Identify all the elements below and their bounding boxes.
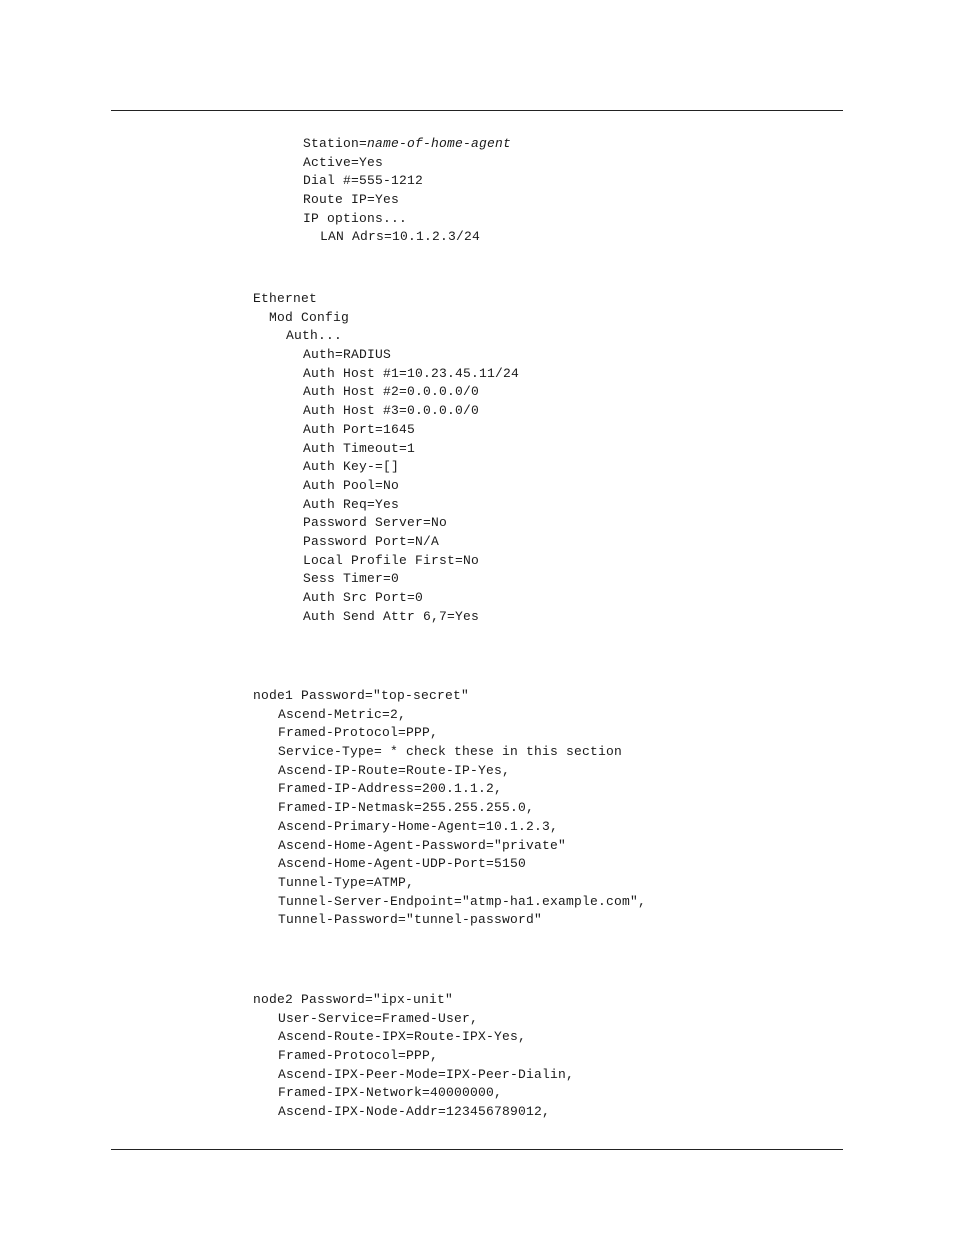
code-line xyxy=(253,687,646,706)
code-line xyxy=(253,228,511,247)
code-text: Route IP=Yes xyxy=(303,192,400,208)
code-line xyxy=(253,1028,574,1047)
code-text: LAN Adrs=10.1.2.3/24 xyxy=(320,229,481,245)
code-text: Mod Config xyxy=(269,309,350,325)
code-line xyxy=(253,991,574,1010)
code-line xyxy=(253,290,519,309)
code-line xyxy=(253,911,646,930)
code-text: Ascend-IPX-Peer-Mode=IPX-Peer-Dialin, xyxy=(278,1066,575,1082)
code-line xyxy=(253,1047,574,1066)
code-line xyxy=(253,346,519,365)
code-text: Local Profile First=No xyxy=(303,552,480,568)
ethernet-auth-config-block xyxy=(253,290,519,626)
code-text: Ascend-IPX-Node-Addr=123456789012, xyxy=(278,1104,551,1120)
code-text: Tunnel-Type=ATMP, xyxy=(278,874,415,890)
code-line xyxy=(253,1010,574,1029)
code-text: Ascend-Home-Agent-UDP-Port=5150 xyxy=(278,856,527,872)
code-line xyxy=(253,421,519,440)
code-line xyxy=(253,514,519,533)
code-text: Station= xyxy=(303,136,368,151)
code-line xyxy=(253,570,519,589)
code-line xyxy=(253,855,646,874)
code-line xyxy=(253,533,519,552)
code-text: Framed-IP-Address=200.1.1.2, xyxy=(278,781,503,797)
code-placeholder: name-of-home-agent xyxy=(367,136,512,151)
code-line xyxy=(253,874,646,893)
code-line xyxy=(253,706,646,725)
code-line xyxy=(253,1066,574,1085)
code-line xyxy=(253,402,519,421)
code-line xyxy=(253,724,646,743)
code-line xyxy=(253,440,519,459)
code-line xyxy=(253,552,519,571)
code-text: Auth Key-=[] xyxy=(303,459,400,475)
code-text: Active=Yes xyxy=(303,154,384,170)
code-line xyxy=(253,309,519,328)
code-line xyxy=(253,135,511,154)
code-text: Ascend-Metric=2, xyxy=(278,706,407,722)
code-line xyxy=(253,818,646,837)
code-text: Auth Host #1=10.23.45.11/24 xyxy=(303,365,520,381)
code-line xyxy=(253,154,511,173)
code-text: Framed-Protocol=PPP, xyxy=(278,1048,439,1064)
code-line xyxy=(253,608,519,627)
code-text: Password Server=No xyxy=(303,515,448,531)
code-line xyxy=(253,762,646,781)
code-text: Framed-Protocol=PPP, xyxy=(278,725,439,741)
node2-profile-block xyxy=(253,991,574,1122)
code-text: Auth Host #3=0.0.0.0/0 xyxy=(303,403,480,419)
code-line xyxy=(253,210,511,229)
code-text: IP options... xyxy=(303,210,408,226)
code-text: Auth=RADIUS xyxy=(303,347,392,363)
code-text: Auth... xyxy=(286,328,343,344)
code-line xyxy=(253,780,646,799)
code-text: Ascend-Primary-Home-Agent=10.1.2.3, xyxy=(278,818,559,834)
code-text: Ascend-Home-Agent-Password="private" xyxy=(278,837,567,853)
code-text: User-Service=Framed-User, xyxy=(278,1010,479,1026)
code-line xyxy=(253,172,511,191)
header-rule xyxy=(111,110,843,111)
code-line xyxy=(253,589,519,608)
code-text: Tunnel-Server-Endpoint="atmp-ha1.example.com", xyxy=(278,893,647,909)
footer-rule xyxy=(111,1149,843,1150)
code-text: Auth Src Port=0 xyxy=(303,590,424,605)
code-line xyxy=(253,477,519,496)
code-line xyxy=(253,743,646,762)
code-line xyxy=(253,837,646,856)
code-text: Auth Timeout=1 xyxy=(303,440,416,456)
code-line xyxy=(253,1103,574,1122)
code-line xyxy=(253,799,646,818)
code-line xyxy=(253,365,519,384)
code-text: Ethernet xyxy=(253,291,318,306)
home-agent-config-block xyxy=(253,135,511,247)
code-text: Ascend-IP-Route=Route-IP-Yes, xyxy=(278,762,511,778)
code-text: Tunnel-Password="tunnel-password" xyxy=(278,912,543,928)
code-text: Auth Send Attr 6,7=Yes xyxy=(303,608,480,624)
code-line xyxy=(253,496,519,515)
code-text: Dial #=555-1212 xyxy=(303,173,424,189)
code-text: Auth Port=1645 xyxy=(303,421,416,437)
code-text: Password Port=N/A xyxy=(303,533,440,549)
code-line xyxy=(253,893,646,912)
code-line xyxy=(253,327,519,346)
code-text: Ascend-Route-IPX=Route-IPX-Yes, xyxy=(278,1029,527,1045)
code-text: Auth Host #2=0.0.0.0/0 xyxy=(303,384,480,400)
code-text: Auth Req=Yes xyxy=(303,496,400,512)
code-text: Sess Timer=0 xyxy=(303,571,400,587)
code-line xyxy=(253,383,519,402)
code-line xyxy=(253,1084,574,1103)
code-text: node2 Password="ipx-unit" xyxy=(253,992,454,1007)
code-line xyxy=(253,191,511,210)
code-text: Service-Type= * check these in this section xyxy=(278,744,623,760)
code-text: Framed-IP-Netmask=255.255.255.0, xyxy=(278,800,535,816)
node1-profile-block xyxy=(253,687,646,930)
code-line xyxy=(253,458,519,477)
code-text: Framed-IPX-Network=40000000, xyxy=(278,1085,503,1101)
code-text: Auth Pool=No xyxy=(303,477,400,493)
code-text: node1 Password="top-secret" xyxy=(253,688,470,703)
